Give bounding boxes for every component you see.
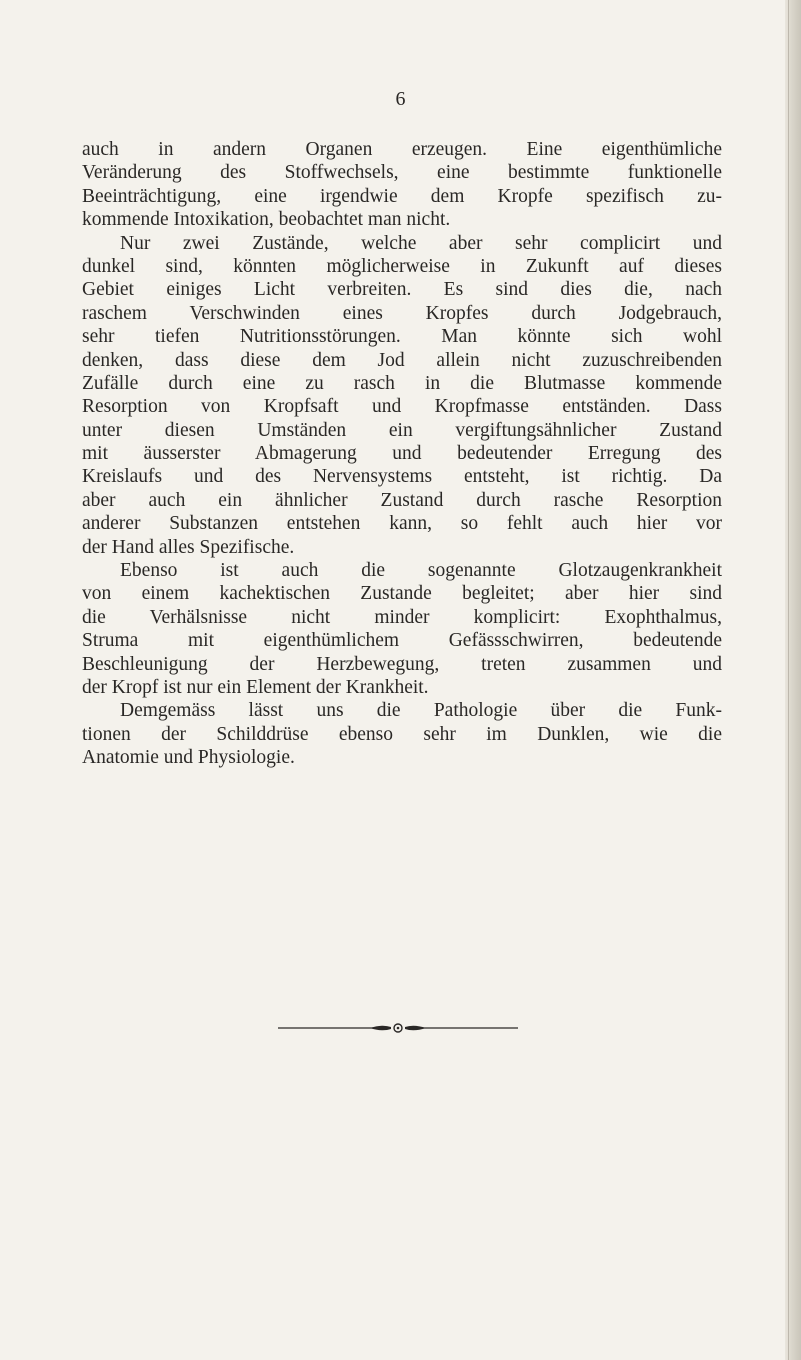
text-line: Anatomie und Physiologie. bbox=[82, 747, 295, 769]
text-line: Ebenso ist auch die sogenannte Glotzaugenkrankheit bbox=[120, 560, 722, 582]
text-line: denken, dass diese dem Jod allein nicht zuzuschreibenden bbox=[82, 349, 722, 371]
text-line: Resorption von Kropfsaft und Kropfmasse entständen. Dass bbox=[82, 396, 722, 418]
text-line: der Kropf ist nur ein Element der Krankheit. bbox=[82, 676, 429, 698]
text-line: dunkel sind, könnten möglicherweise in Zukunft auf dieses bbox=[82, 255, 722, 277]
text-line: kommende Intoxikation, beobachtet man nicht. bbox=[82, 209, 451, 231]
text-line: Veränderung des Stoffwechsels, eine bestimmte funktionelle bbox=[82, 162, 722, 184]
text-line: die Verhälsnisse nicht minder komplicirt: Exophthalmus, bbox=[82, 606, 722, 628]
text-line: Kreislaufs und des Nervensystems entsteht, ist richtig. Da bbox=[82, 466, 722, 488]
text-line: Zufälle durch eine zu rasch in die Blutmasse kommende bbox=[82, 372, 722, 394]
text-line: der Hand alles Spezifische. bbox=[82, 536, 295, 558]
text-line: Gebiet einiges Licht verbreiten. Es sind dies die, nach bbox=[82, 279, 722, 301]
text-line: mit äusserster Abmagerung und bedeutender Erregung des bbox=[82, 443, 722, 465]
text-line: Beeinträchtigung, eine irgendwie dem Kropfe spezifisch zu- bbox=[82, 185, 722, 207]
text-line: anderer Substanzen entstehen kann, so fehlt auch hier vor bbox=[82, 513, 722, 535]
text-line: raschem Verschwinden eines Kropfes durch Jodgebrauch, bbox=[82, 302, 722, 324]
body-text bbox=[82, 138, 722, 770]
text-line: auch in andern Organen erzeugen. Eine eigenthümliche bbox=[82, 139, 722, 160]
divider-flourish-icon bbox=[278, 1021, 518, 1035]
text-line: von einem kachektischen Zustande begleitet; aber hier sind bbox=[82, 583, 722, 605]
text-line: Nur zwei Zustände, welche aber sehr complicirt und bbox=[120, 232, 722, 254]
text-line: Beschleunigung der Herzbewegung, treten zusammen und bbox=[82, 653, 722, 675]
text-line: tionen der Schilddrüse ebenso sehr im Dunklen, wie die bbox=[82, 723, 722, 745]
page-number: 6 bbox=[395, 88, 406, 110]
text-line: unter diesen Umständen ein vergiftungsähnlicher Zustand bbox=[82, 419, 722, 441]
page-edge bbox=[785, 0, 801, 1360]
text-line: sehr tiefen Nutritionsstörungen. Man könnte sich wohl bbox=[82, 326, 722, 348]
text-line: Demgemäss lässt uns die Pathologie über die Funk- bbox=[120, 700, 722, 722]
text-line: aber auch ein ähnlicher Zustand durch rasche Resorption bbox=[82, 489, 722, 511]
text-line: Struma mit eigenthümlichem Gefässschwirren, bedeutende bbox=[82, 630, 722, 652]
